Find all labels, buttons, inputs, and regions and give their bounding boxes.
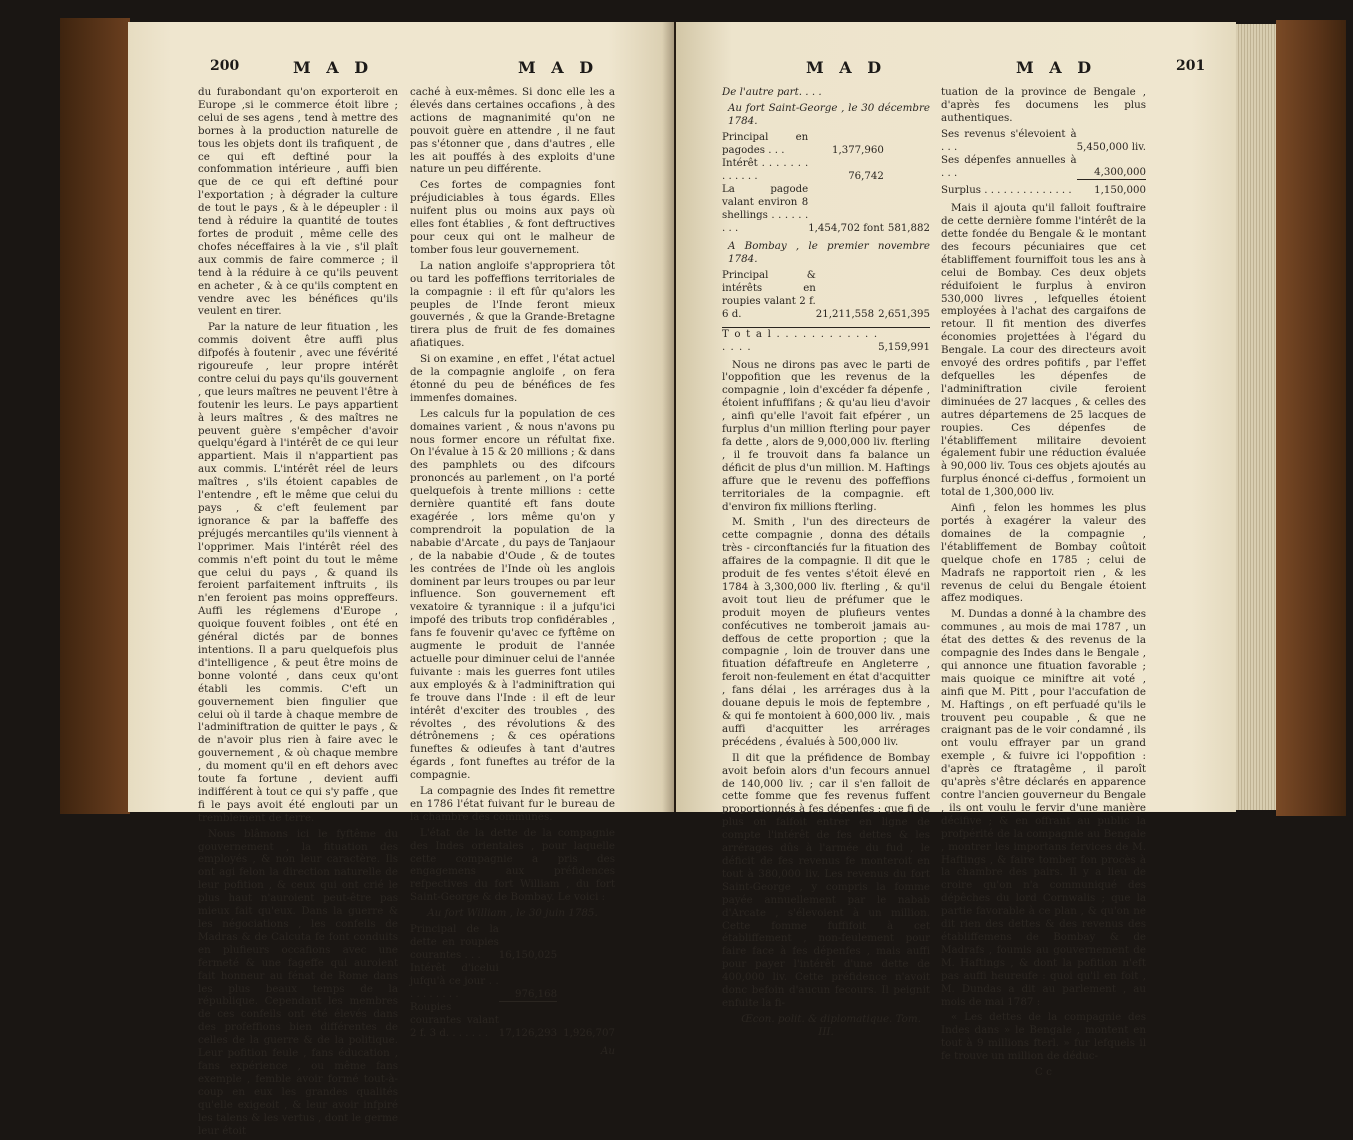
paragraph: Nous blâmons ici le fyftême du gouvernement , la fituation des employés , & non leur caractère. Ils ont agi felon la direction naturelle de leur pofition , & ceux qui ont crié le plus haut n'auroient peut-être pas mieux fait qu'eux. Dans la guerre & les négociations , les confeils de Madras & de Calcuta fe font conduits en plufieurs occafions avec une fermeté & une fageffe qui auroient fait honneur au fénat de Rome dans les plus beaux temps de la république. Cependant les membres de ces confeils ont été élevés dans des profeffions bien différentes de celles de la guerre & de la politique. Leur pofition feule , fans éducation , fans expérience , ou même fans exemple , femble avoir formé tout-à-coup en eux les grandes qualités qu'elle exigeoit , & leur avoir infpiré les talens & les vertus , dont le germe leur étoit	[198, 827, 398, 1137]
row-label: Intérêt d'icelui jufqu'à ce jour . . . . . . . . . .	[410, 963, 499, 1001]
paragraph: L'état de la dette de la compagnie des Indes orientales , pour laquelle cette compagnie a pris des engagemens aux préfidences refpectives du fort William , du fort Saint-George & de Bombay. Le voici :	[410, 826, 615, 904]
paragraph: Par la nature de leur fituation , les commis doivent être auffi plus difpofés à foutenir , avec une févérité rigoureufe , leur propre intérêt contre celui du pays qu'ils gouvernent , que leurs maîtres ne peuvent l'être à foutenir les leurs. Le pays appartient à leurs maîtres , & des maîtres ne peuvent guère s'empêcher d'avoir quelqu'égard à l'intérêt de ce qui leur appartient. Mais il n'appartient pas aux commis. L'intérêt réel de leurs maîtres , s'ils étoient capables de l'entendre , eft le même que celui du pays , & c'eft feulement par ignorance & par la baffeffe des préjugés mercantiles qu'ils viennent à l'opprimer. Mais l'intérêt réel des commis n'eft point du tout le même que celui du pays , & quand ils feroient parfaitement inftruits , ils n'en feroient pas moins oppreffeurs. Auffi les réglemens d'Europe , quoique fouvent foibles , ont été en général dictés par de bonnes intentions. Il a paru quelquefois plus d'intelligence , & peut être moins de bonne volonté , dans ceux qu'ont établi les commis. C'eft un gouvernement bien fingulier que celui où il tarde à chaque membre de l'adminiftration de quitter le pays , & de n'avoir plus rien à faire avec le gouvernement , & où chaque membre , du moment qu'il en eft dehors avec toute fa fortune , devient auffi indifférent à tout ce qui s'y paffe , que fi le pays avoit été englouti par un tremblement de terre.	[198, 321, 398, 824]
running-head-left-2: M A D	[518, 58, 599, 77]
row-total: 2,651,395	[878, 308, 930, 320]
table-row	[722, 157, 930, 183]
table-row	[410, 962, 615, 1001]
row-label: Principal de la dette en roupies courantes . . .	[410, 924, 499, 962]
row-label: Ses revenus s'élevoient à . . .	[941, 128, 1077, 153]
table-row	[941, 128, 1146, 154]
paragraph: Il dit que la préfidence de Bombay avoit befoin alors d'un fecours annuel de 140,000 liv. ; car il s'en falloit de cette fomme que fes revenus fuffent proportionnés à fes dépenfes ; que fi de plus on faifoit entrer en ligne de compte l'intérêt de fes dettes & les arrérages dûs à l'armée du fud , le déficit de fes revenus fe monteroit en tout à 380,000 liv. Les revenus du fort Saint-George , y compris la fomme payée annuellement par le nabab d'Arcate , s'élevoient à un million. Cette fomme fuffifoit à cet établiffement , non-feulement pour faire face à fes dépenfes , mais auffi pour payer l'intérêt d'une dette de 400,000 liv. Cette préfidence n'avoit donc befoin d'aucun fecours. Il peignit enfuite la fi-	[722, 751, 930, 1009]
row-label: Roupies courantes valant 2 f. 3 d. . . . . . .	[410, 1002, 499, 1040]
page-number-left: 200	[210, 58, 240, 74]
table-heading: De l'autre part. . . .	[722, 86, 822, 98]
running-head-right-2: M A D	[1016, 58, 1097, 77]
row-value: 976,168	[499, 962, 557, 1001]
paragraph: M. Smith , l'un des directeurs de cette compagnie , donna des détails très - circonftanciés fur la fituation des affaires de la compagnie. Il dit que le produit de fes ventes s'étoit élevé en 1784 à 3,300,000 liv. fterling , & qu'il avoit tout lieu de préfumer que le produit moyen de plufieurs ventes confécutives ne tomberoit jamais au-deffous de cette proportion ; que la compagnie , loin de trouver dans une fituation défaftreufe en Angleterre , feroit non-feulement en état d'acquitter , fans délai , les arrérages dus à la douane depuis le mois de feptembre , & qui fe montoient à 600,000 liv. , mais auffi d'acquitter les arrérages précédens , évalués à 500,000 liv.	[722, 516, 930, 748]
page-edges	[1236, 24, 1276, 810]
paragraph: du furabondant qu'on exporteroit en Europe ,si le commerce étoit libre ; celui de ses agens , tend à mettre des bornes à la production naturelle de tous les objets dont ils trafiquent , de ce qui eft deftiné pour la confommation intérieure , auffi bien que de ce qui eft deftiné pour l'exportation ; à dégrader la culture de tout le pays , & à le dépeupler : il tend à réduire la quantité de toutes fortes de produit , même celle des chofes néceffaires à la vie , s'il plaît aux commis de faire commerce ; il tend à la réduire à ce qu'ils peuvent en acheter , & à ce qu'ils comptent en vendre avec les bénéfices qu'ils veulent en tirer.	[198, 86, 398, 318]
table-row	[722, 131, 930, 157]
table-row	[722, 183, 930, 235]
right-cover	[1276, 20, 1346, 816]
debt-table-george	[722, 131, 930, 235]
paragraph: Ces fortes de compagnies font préjudiciables à tous égards. Elles nuifent plus ou moins aux pays où elles font établies , & font deftructives pour ceux qui ont le malheur de tomber fous leur gouvernement.	[410, 179, 615, 256]
right-column-2	[941, 86, 1146, 1082]
paragraph: Ainfi , felon les hommes les plus portés à exagérer la valeur des domaines de la compagnie , l'établiffement de Bombay coûtoit quelque chofe en 1785 ; celui de Madrafs ne rapportoit rien , & les revenus de celui du Bengale étoient affez modiques.	[941, 502, 1146, 605]
right-column-1	[722, 86, 930, 1042]
paragraph: Si on examine , en effet , l'état actuel de la compagnie angloife , on fera étonné du peu de bénéfices de fes immenfes domaines.	[410, 353, 615, 404]
paragraph: caché à eux-mêmes. Si donc elle les a élevés dans certaines occafions , à des actions de magnanimité qu'on ne pouvoit guère en attendre , il ne faut pas s'étonner que , dans d'autres , elle les ait pouffés à des exploits d'une nature un peu différente.	[410, 86, 615, 176]
left-column-2	[410, 86, 615, 1061]
row-label: La pagode valant environ 8 shellings . . . . . . . . .	[722, 183, 809, 234]
row-value: 1,377,960	[832, 144, 884, 156]
left-column-1	[198, 86, 398, 1140]
running-head-right-1: M A D	[806, 58, 887, 77]
paragraph: La nation angloife s'appropriera tôt ou tard les poffeffions territoriales de la compagnie : il eft fûr qu'alors les peuples de l'Inde feront mieux gouvernés , & que la Grande-Bretagne tirera plus de fruit de fes domaines afiatiques.	[410, 259, 615, 350]
table-row	[941, 180, 1146, 198]
paragraph: « Les dettes de la compagnie des Indes dans » le Bengale , montent en tout à 9 millions fterl. » fur lefquels il fe trouve un million de déduc-	[941, 1011, 1146, 1063]
total-value: 5,159,991	[878, 341, 930, 353]
row-label: Principal en pagodes . . .	[722, 131, 809, 156]
row-value: 1,454,702 font	[808, 222, 884, 234]
row-total	[884, 157, 930, 183]
paragraph: M. Dundas a donné à la chambre des communes , au mois de mai 1787 , un état des dettes & des revenus de la compagnie des Indes dans le Bengale , qui annonce une fituation favorable ; mais quoique ce miniftre ait voté , ainfi que M. Pitt , pour l'accufation de M. Haftings , on eft perfuadé qu'ils le trouvent peu coupable , & que ne craignant pas de le voir condamné , ils ont voulu effrayer par un grand exemple , & fuivre ici l'oppofition : d'après ce ftratagême , il paroît qu'après s'être déclarés en apparence contre l'ancien gouverneur du Bengale , ils ont voulu le fervir d'une manière décifive ; & en offrant au public la profpérité de la compagnie au Bengale , montrer les importans fervices de M. Haftings , & faire tomber fon procès à la chambre des pairs. Il y a lieu de croire qu'on n'a communiqué des dépêches du lord Cornwalis ; que la partie favorable à ce plan , & qu'on ne dit rien des dettes & des revenus des établiffemens de Bombay & de Madrafs , foumis au gouvernement de M. Haftings , & dont la pofition n'eft pas auffi heureufe : quoi qu'il en foit , M. Dundas a dit au parlement , au mois de mai 1787 :	[941, 608, 1146, 1008]
table-heading: Au fort Saint-George , le 30 décembre 1784.	[728, 101, 930, 127]
paragraph: tuation de la province de Bengale , d'après fes documens les plus authentiques.	[941, 86, 1146, 124]
row-label: Surplus . . . . . . . . . . . . . .	[941, 185, 1072, 197]
bengal-table	[941, 128, 1146, 198]
row-value: 21,211,558	[815, 308, 875, 320]
paragraph: Mais il ajouta qu'il falloit fouftraire de cette dernière fomme l'intérêt de la dette fondée du Bengale & le montant des fecours pécuniaires que cet établiffement fourniffoit tous les ans à celui de Bombay. Ces deux objets réduifoient le furplus à environ 530,000 livres , lefquelles étoient employées à l'achat des cargaifons de retour. Il fit mention des diverfes économies projettées à l'égard du Bengale. La cour des directeurs avoit envoyé des ordres pofitifs , par l'effet defquelles les dépenfes de l'adminiftration civile feroient diminuées de 27 lacques , & celles des autres départemens de 25 lacques de roupies. Ces dépenfes de l'établiffement militaire devoient également fubir une réduction évaluée à 90,000 liv. Tous ces objets ajoutés au furplus énoncé ci-deffus , formoient un total de 1,300,000 liv.	[941, 202, 1146, 499]
running-head-left-1: M A D	[293, 58, 374, 77]
row-value: 1,150,000	[1094, 185, 1146, 197]
debt-table-william	[410, 923, 615, 1040]
table-row	[410, 1001, 615, 1040]
table-row	[722, 327, 930, 354]
table-heading: Au fort William , le 30 juin 1785.	[427, 907, 598, 920]
footer-signature: Œcon. polit. & diplomatique. Tom. III.	[741, 1012, 921, 1038]
page-number-right: 201	[1176, 58, 1206, 74]
row-value: 17,126,293	[498, 1028, 558, 1040]
row-total	[557, 962, 615, 1001]
table-row	[722, 269, 930, 321]
row-label: Intérêt . . . . . . . . . . . . .	[722, 157, 809, 182]
row-total: 581,882	[887, 222, 930, 234]
row-value: 16,150,025	[498, 950, 558, 962]
row-value: 4,300,000	[1077, 154, 1146, 180]
paragraph: Nous ne dirons pas avec le parti de l'oppofition que les revenus de la compagnie , loin d'excéder fa dépenfe , étoient infuffifans ; & qu'au lieu d'avoir , ainfi qu'elle l'avoit fait efpérer , un furplus d'un million fterling pour payer fa dette , alors de 9,000,000 liv. fterling , il fe trouvoit dans fa balance un déficit de plus d'un million. M. Haftings affure que le revenu des poffeffions territoriales de la compagnie. eft d'environ fix millions fterling.	[722, 358, 930, 513]
paragraph: Les calculs fur la population de ces domaines varient , & nous n'avons pu nous former encore un réfultat fixe. On l'évalue à 15 & 20 millions ; & dans des pamphlets ou des difcours prononcés au parlement , on l'a porté quelquefois à trente millions : cette dernière quantité eft fans doute exagérée , lors même qu'on y comprendroit la population de la nababie d'Arcate , du pays de Tanjaour , de la nababie d'Oude , & de toutes les contrées de l'Inde où les anglois dominent par leurs troupes ou par leur influence. Son gouvernement eft vexatoire & tyrannique : il a jufqu'ici impofé des tributs trop confidérables , fans fe fouvenir qu'avec ce fyftême on augmente le produit de l'année actuelle pour diminuer celui de l'année fuivante : mais les guerres font utiles aux employés & à l'adminiftration qui fe trouve dans l'Inde : il eft de leur intérêt d'exciter des troubles , des révoltes , des révolutions & des détrônemens ; & ces opérations funeftes & odieufes à tant d'autres égards , font funeftes au tréfor de la compagnie.	[410, 407, 615, 782]
catchword: Au	[600, 1045, 615, 1058]
row-total: 1,926,707	[563, 1028, 615, 1040]
right-page	[676, 22, 1236, 1079]
paragraph: La compagnie des Indes fit remettre en 1786 l'état fuivant fur le bureau de la chambre des communes.	[410, 785, 615, 823]
debt-table-bombay	[722, 269, 930, 321]
row-value: 76,742	[848, 170, 884, 182]
signature-mark: C c	[1035, 1066, 1052, 1079]
left-cover	[60, 18, 130, 814]
table-row	[410, 923, 615, 962]
row-total	[884, 131, 930, 157]
left-page	[128, 22, 674, 1137]
table-row	[941, 154, 1146, 180]
row-total	[557, 923, 615, 962]
table-heading: A Bombay , le premier novembre 1784.	[728, 239, 930, 265]
total-label: T o t a l . . . . . . . . . . . . . . . .	[722, 328, 879, 353]
total-row-table	[722, 327, 930, 354]
row-value: 5,450,000 liv.	[1076, 141, 1146, 153]
row-label: Ses dépenfes annuelles à . . .	[941, 154, 1077, 179]
row-label: Principal & intérêts en roupies valant 2 f. 6 d.	[722, 269, 816, 320]
